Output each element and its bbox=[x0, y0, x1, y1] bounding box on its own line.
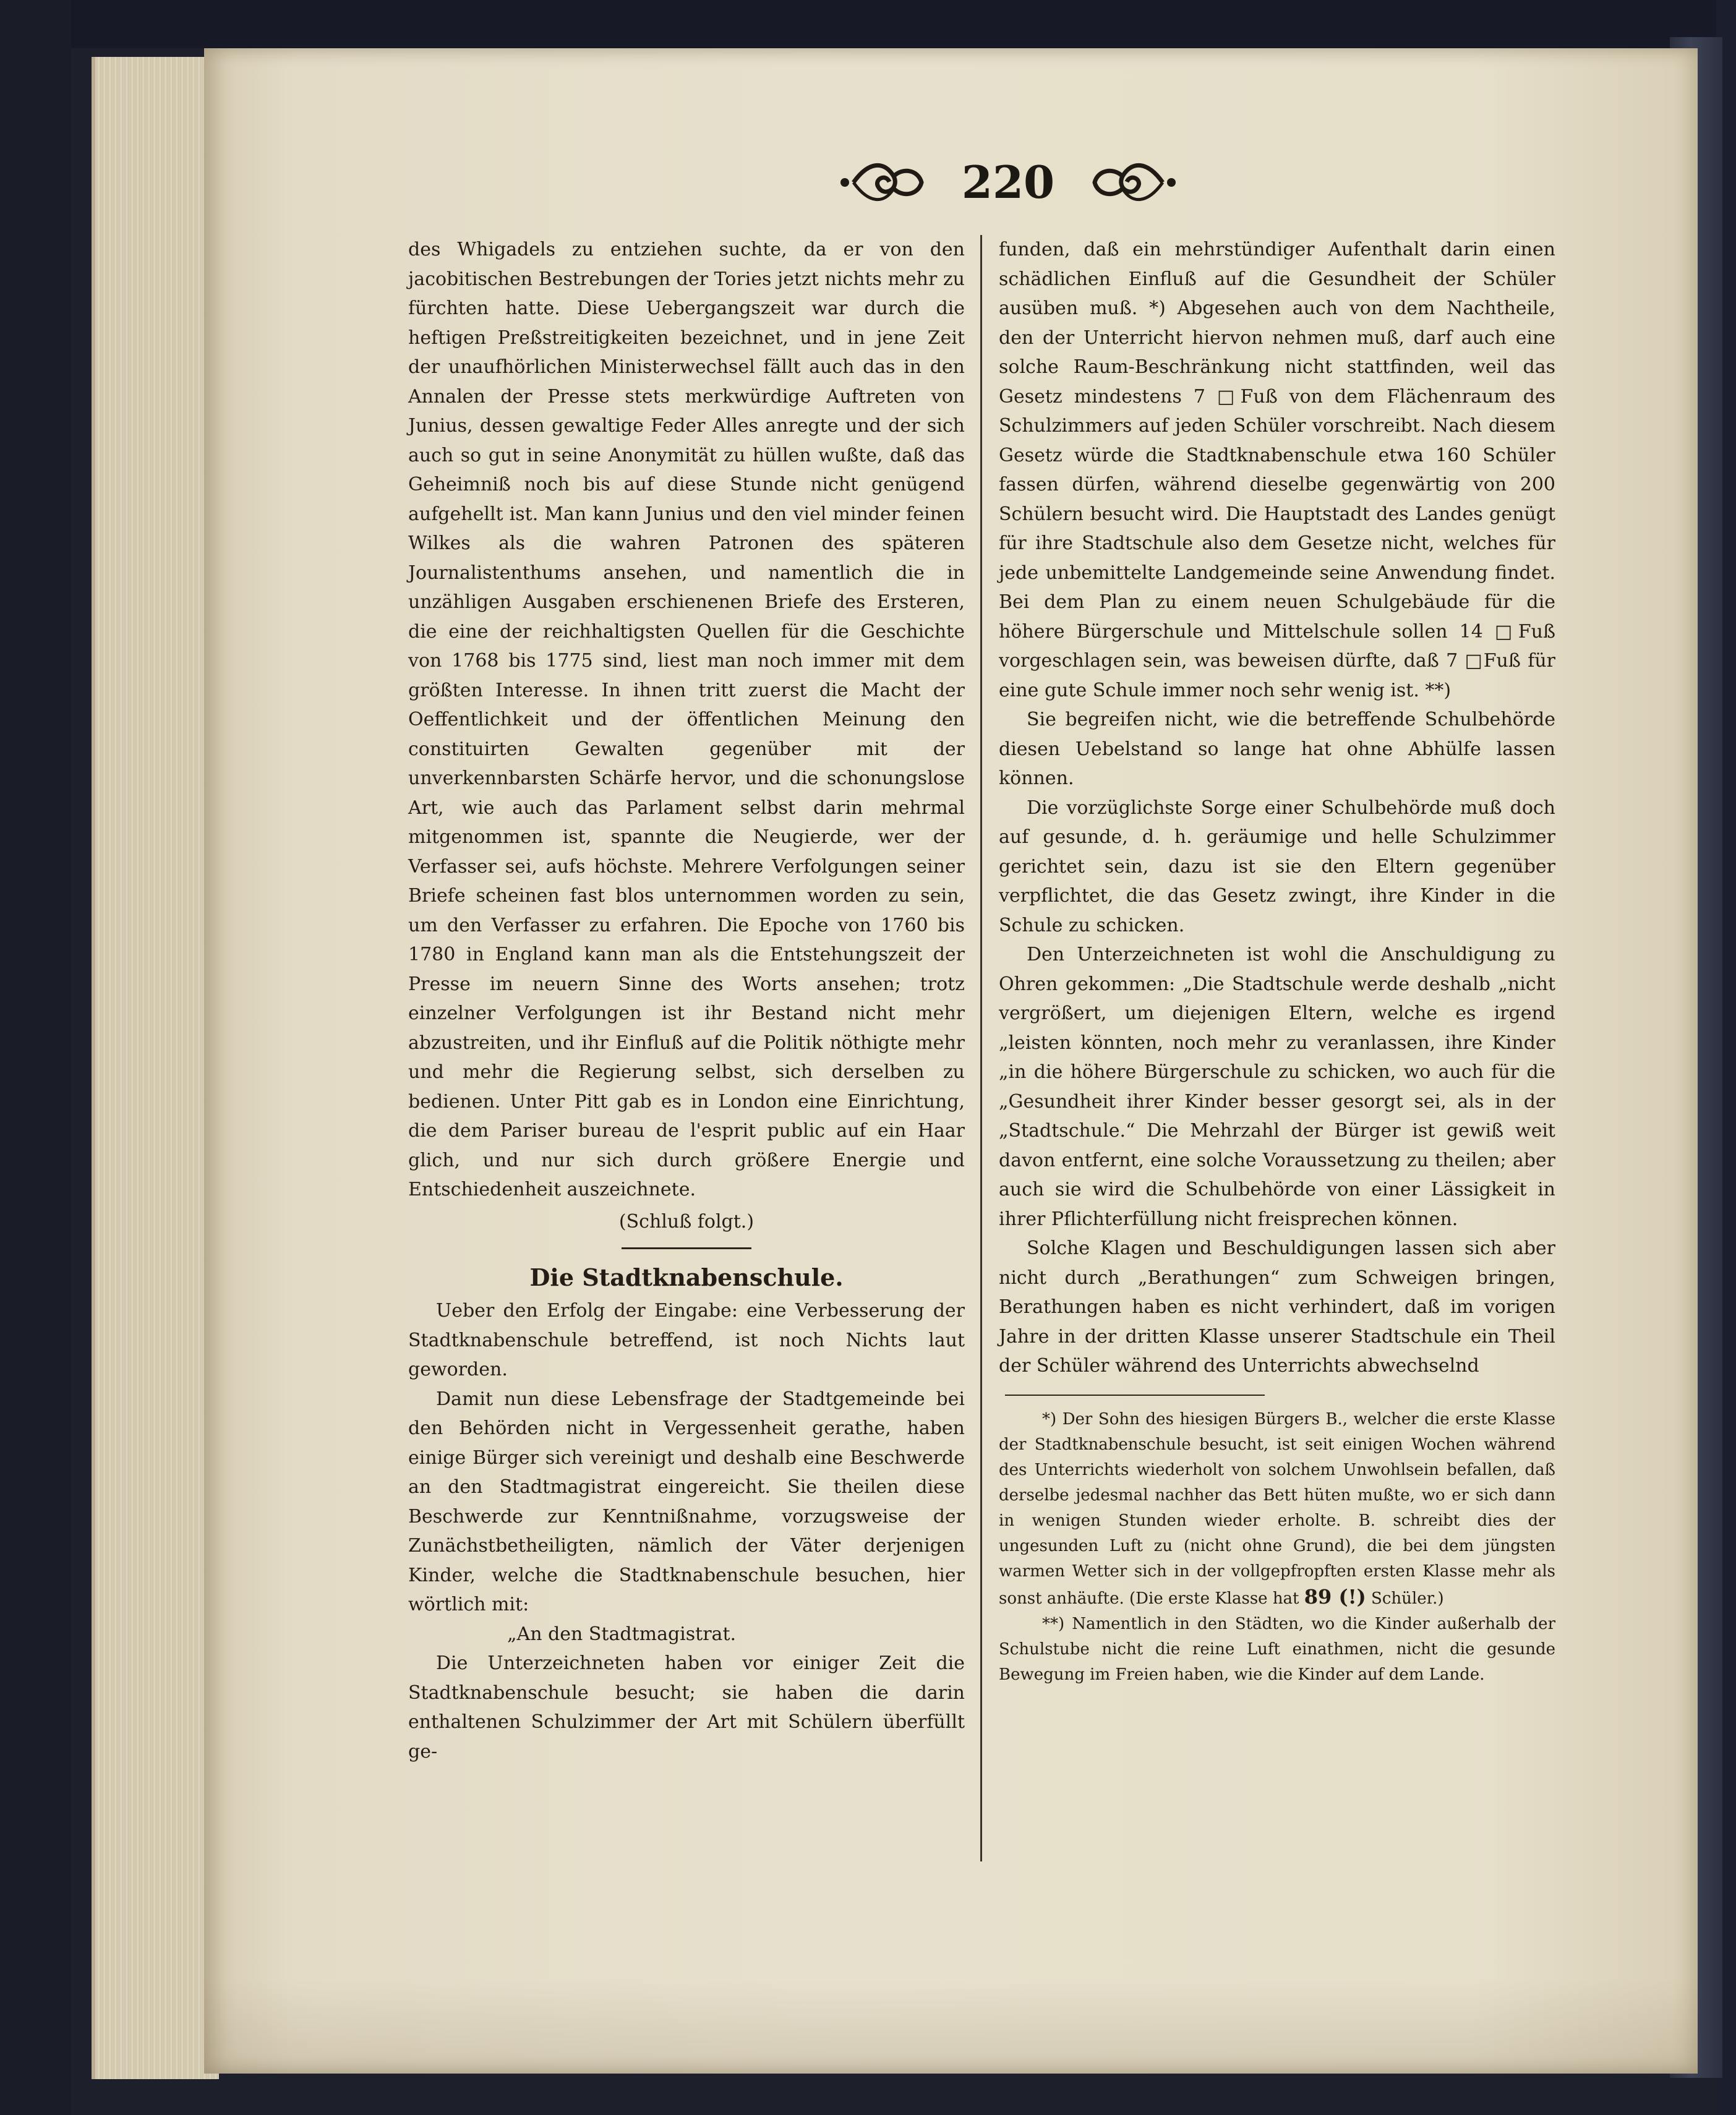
body-paragraph: Damit nun diese Lebensfrage der Stadtgemeinde bei den Behörden nicht in Vergessenheit gerathe, haben einige Bürger sich vereinigt und deshalb eine Beschwerde an den Stadtmagistrat eingereicht. Sie theilen diese Beschwerde zur Kenntnißnahme, vorzugsweise der Zunächstbetheiligten, nämlich der Väter derjenigen Kinder, welche die Stadtknabenschule besuchen, hier wörtlich mit: bbox=[408, 1388, 965, 1615]
footnote-rule bbox=[1005, 1395, 1265, 1396]
body-paragraph: Solche Klagen und Beschuldigungen lassen sich aber nicht durch „Berathungen“ zum Schweigen bringen, Berathungen haben es nicht verhindert, daß im vorigen Jahre in der dritten Klasse unserer Stadtschule ein Theil der Schüler während des Unterrichts abwechselnd bbox=[999, 1237, 1555, 1377]
body-paragraph: Sie begreifen nicht, wie die betreffende Schulbehörde diesen Uebelstand so lange hat ohne Abhülfe lassen können. bbox=[999, 709, 1555, 789]
page-header bbox=[835, 148, 1181, 216]
continuation-note: (Schluß folgt.) bbox=[618, 1210, 755, 1233]
body-paragraph: funden, daß ein mehrstündiger Aufenthalt darin einen schädlichen Einfluß auf die Gesundheit der Schüler ausüben muß. *) Abgesehen auch von dem Nachtheile, den der Unterricht hiervon nehmen muß, darf auch eine solche Raum-Beschränkung nicht stattfinden, weil das Gesetz mindestens 7 □Fuß von dem Flächenraum des Schulzimmers auf jeden Schüler vorschreibt. Nach diesem Gesetz würde die Stadtknabenschule etwa 160 Schüler fassen dürfen, während dieselbe gegenwärtig von 200 Schülern besucht wird. Die Hauptstadt des Landes genügt für ihre Stadtschule also dem Gesetze nicht, welches für jede unbemittelte Landgemeinde seine Anwendung findet. Bei dem Plan zu einem neuen Schulgebäude für die höhere Bürgerschule und Mittelschule sollen 14 □Fuß vorgeschlagen sein, was beweisen dürfte, daß 7 □Fuß für eine gute Schule immer noch sehr wenig ist. **) bbox=[999, 239, 1555, 701]
right-column bbox=[999, 235, 1555, 1688]
body-paragraph: Die vorzüglichste Sorge einer Schulbehörde muß doch auf gesunde, d. h. geräumige und helle Schulzimmer gerichtet sein, dazu ist sie den Eltern gegenüber verpflichtet, die das Gesetz zwingt, ihre Kinder in die Schule zu schicken. bbox=[999, 797, 1555, 936]
footnote: **) Namentlich in den Städten, wo die Kinder außerhalb der Schulstube nicht die reine Luft einathmen, nicht die gesunde Bewegung im Freien haben, wie die Kinder auf dem Lande. bbox=[999, 1614, 1555, 1684]
section-divider bbox=[622, 1247, 751, 1249]
left-column bbox=[408, 235, 965, 1766]
scroll-ornament-icon bbox=[1088, 155, 1181, 210]
body-paragraph: Ueber den Erfolg der Eingabe: eine Verbesserung der Stadtknabenschule betreffend, ist noch Nichts laut geworden. bbox=[408, 1300, 965, 1380]
scanner-background-left bbox=[0, 0, 71, 2115]
scanner-background-top bbox=[0, 0, 1736, 48]
page-stack-edge bbox=[92, 57, 219, 2079]
scroll-ornament-icon bbox=[835, 155, 928, 210]
body-paragraph: des Whigadels zu entziehen suchte, da er von den jacobitischen Bestrebungen der Tories jetzt nichts mehr zu fürchten hatte. Diese Uebergangszeit war durch die heftigen Preßstreitigkeiten bezeichnet, und in jene Zeit der unaufhörlichen Ministerwechsel fällt auch das in den Annalen der Presse stets merkwürdige Auftreten von Junius, dessen gewaltige Feder Alles anregte und der sich auch so gut in seine Anonymität zu hüllen wußte, daß das Geheimniß noch bis auf diese Stunde nicht genügend aufgehellt ist. Man kann Junius und den viel minder feinen Wilkes als die wahren Patronen des späteren Journalistenthums ansehen, und namentlich die in unzähligen Ausgaben erschienenen Briefe des Ersteren, die eine der reichhaltigsten Quellen für die Geschichte von 1768 bis 1775 sind, liest man noch immer mit dem größten Interesse. In ihnen tritt zuerst die Macht der Oeffentlichkeit und der öffentlichen Meinung den constituirten Gewalten gegenüber mit der unverkennbarsten Schärfe hervor, und die schonungslose Art, wie auch das Parlament selbst darin mehrmal mitgenommen ist, spannte die Neugierde, wer der Verfasser sei, aufs höchste. Mehrere Verfolgungen seiner Briefe scheinen fast blos unternommen worden zu sein, um den Verfasser zu erfahren. Die Epoche von 1760 bis 1780 in England kann man als die Entstehungszeit der Presse im neuern Sinne des Worts ansehen; trotz einzelner Verfolgungen ist ihr Bestand nicht mehr abzustreiten, und ihr Einfluß auf die Politik nöthigte mehr und mehr die Regierung selbst, sich derselben zu bedienen. Unter Pitt gab es in London eine Einrichtung, die dem Pariser bureau de l'esprit public auf ein Haar glich, und nur sich durch größere Energie und Entschiedenheit auszeichnete. bbox=[408, 239, 965, 1200]
page-shading bbox=[204, 1979, 1698, 2074]
letter-address: „An den Stadtmagistrat. bbox=[507, 1623, 737, 1645]
column-divider bbox=[980, 235, 982, 1861]
footnote bbox=[999, 1407, 1555, 1612]
footnote-text: *) Der Sohn des hiesigen Bürgers B., welcher die erste Klasse der Stadtknabenschule besucht, ist seit einigen Wochen während des Unterrichts wiederholt von solchem Unwohlsein befallen, daß derselbe jedesmal nachher das Bett hüten mußte, wo er sich dann in wenigen Stunden wieder erholte. B. schreibt dies der ungesunden Luft zu (nicht ohne Grund), die bei dem jüngsten warmen Wetter sich in der vollgepfropften ersten Klasse mehr als sonst anhäufte. (Die erste Klasse hat bbox=[999, 1409, 1555, 1608]
page-number: 220 bbox=[961, 156, 1055, 208]
footnote-text: Schüler.) bbox=[1371, 1589, 1444, 1608]
body-paragraph: Den Unterzeichneten ist wohl die Anschuldigung zu Ohren gekommen: „Die Stadtschule werde deshalb „nicht vergrößert, um diejenigen Eltern, welche es irgend „leisten könnten, noch mehr zu veranlassen, ihre Kinder „in die höhere Bürgerschule zu schicken, wo auch für die „Gesundheit ihrer Kinder besser gesorgt sei, als in der „Stadtschule.“ Die Mehrzahl der Bürger ist gewiß weit davon entfernt, eine solche Voraussetzung zu theilen; aber auch sie wird die Schulbehörde von einer Lässigkeit in ihrer Pflichterfüllung nicht freisprechen können. bbox=[999, 944, 1555, 1230]
footnote-emphasis: 89 (!) bbox=[1304, 1584, 1366, 1609]
body-paragraph: Die Unterzeichneten haben vor einiger Zeit die Stadtknabenschule besucht; sie haben die darin enthaltenen Schulzimmer der Art mit Schülern überfüllt ge- bbox=[408, 1652, 965, 1762]
section-title: Die Stadtknabenschule. bbox=[529, 1263, 844, 1291]
